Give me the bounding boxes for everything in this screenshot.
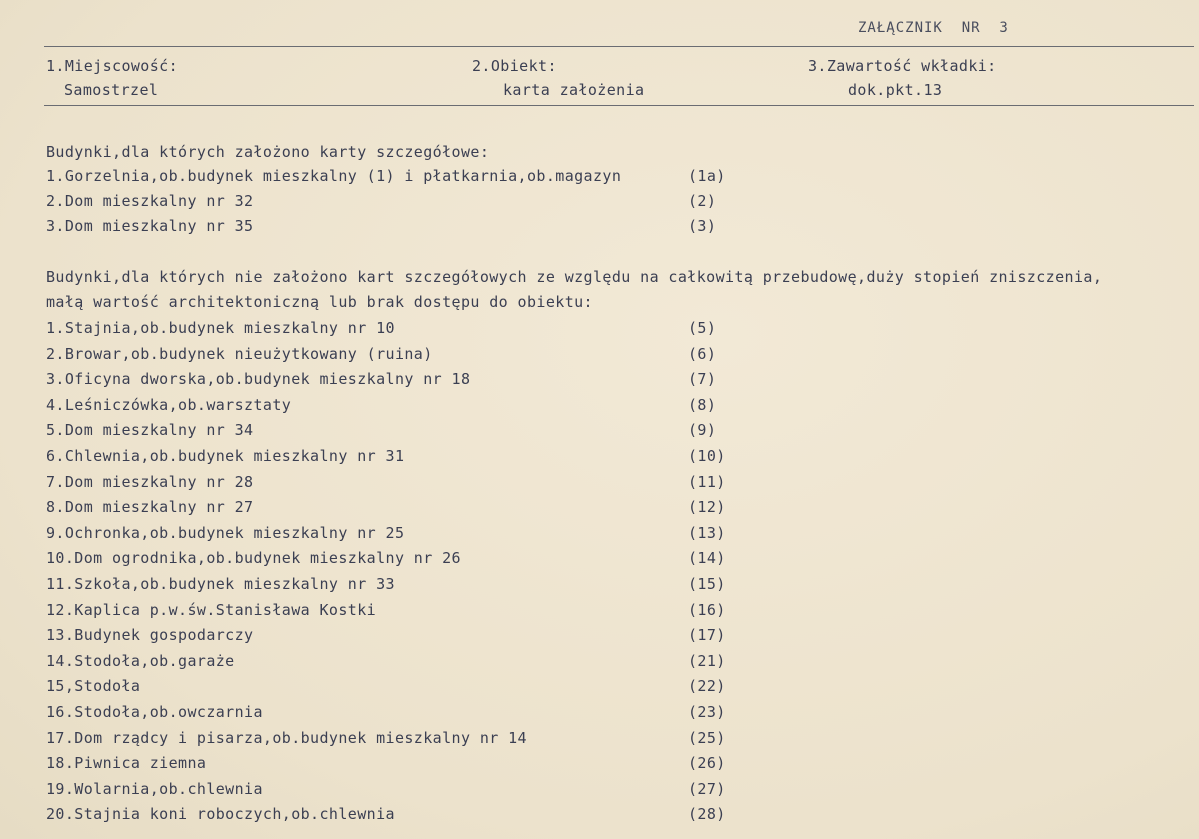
list-item-text: 19.Wolarnia,ob.chlewnia: [46, 779, 263, 798]
field-locality-value: Samostrzel: [64, 81, 159, 99]
list-item-text: 8.Dom mieszkalny nr 27: [46, 498, 254, 517]
list-item-reference: (22): [688, 677, 726, 696]
field-locality-label: 1.Miejscowość:: [46, 57, 179, 75]
list-item-text: 10.Dom ogrodnika,ob.budynek mieszkalny nr 26: [46, 549, 461, 568]
list-item-reference: (1a): [688, 167, 726, 185]
field-object-label: 2.Obiekt:: [472, 57, 557, 75]
list-item-reference: (11): [688, 472, 726, 491]
list-item-text: 2.Browar,ob.budynek nieużytkowany (ruina): [46, 344, 433, 363]
list-item-text: 14.Stodoła,ob.garaże: [46, 651, 235, 670]
list-item-text: 6.Chlewnia,ob.budynek mieszkalny nr 31: [46, 447, 405, 465]
list-item-reference: (6): [688, 344, 717, 363]
list-item-text: 2.Dom mieszkalny nr 32: [46, 192, 254, 210]
list-item-text: 1.Stajnia,ob.budynek mieszkalny nr 10: [46, 319, 395, 337]
section2-heading-line1: Budynki,dla których nie założono kart szczegółowych ze względu na całkowitą przebudowę,duży stopień zniszczenia,: [46, 268, 1103, 286]
list-item-reference: (2): [688, 192, 717, 210]
list-item-text: 3.Dom mieszkalny nr 35: [46, 217, 254, 235]
header-rule-bottom: [44, 105, 1194, 106]
list-item-reference: (14): [688, 549, 726, 568]
list-item-text: 16.Stodoła,ob.owczarnia: [46, 703, 263, 721]
list-item-text: 12.Kaplica p.w.św.Stanisława Kostki: [46, 600, 377, 619]
list-item-reference: (23): [688, 703, 726, 721]
list-item-reference: (21): [688, 651, 726, 670]
list-item-reference: (3): [688, 217, 717, 235]
list-item-text: 20.Stajnia koni roboczych,ob.chlewnia: [46, 805, 395, 824]
list-item-reference: (9): [688, 421, 717, 440]
field-object-value: karta założenia: [503, 81, 645, 99]
list-item-text: 15,Stodoła: [46, 677, 141, 696]
field-contents-label: 3.Zawartość wkładki:: [808, 57, 997, 75]
section1-heading: Budynki,dla których założono karty szczegółowe:: [46, 143, 490, 161]
list-item-text: 9.Ochronka,ob.budynek mieszkalny nr 25: [46, 523, 405, 542]
list-item-reference: (13): [688, 523, 726, 542]
list-item-text: 13.Budynek gospodarczy: [46, 626, 254, 645]
list-item-text: 17.Dom rządcy i pisarza,ob.budynek mieszkalny nr 14: [46, 728, 527, 747]
list-item-reference: (12): [688, 498, 726, 517]
list-item-text: 1.Gorzelnia,ob.budynek mieszkalny (1) i płatkarnia,ob.magazyn: [46, 167, 622, 185]
section2-heading-line2: małą wartość architektoniczną lub brak dostępu do obiektu:: [46, 293, 593, 311]
header-rule-top: [44, 46, 1194, 47]
attachment-number: ZAŁĄCZNIK NR 3: [858, 20, 1009, 36]
list-item-reference: (5): [688, 319, 717, 337]
list-item-text: 11.Szkoła,ob.budynek mieszkalny nr 33: [46, 575, 395, 593]
list-item-reference: (25): [688, 728, 726, 747]
list-item-text: 4.Leśniczówka,ob.warsztaty: [46, 395, 292, 414]
field-contents-value: dok.pkt.13: [848, 81, 943, 99]
list-item-reference: (26): [688, 754, 726, 773]
list-item-reference: (10): [688, 447, 726, 465]
list-item-text: 7.Dom mieszkalny nr 28: [46, 472, 254, 491]
list-item-text: 3.Oficyna dworska,ob.budynek mieszkalny nr 18: [46, 370, 471, 389]
list-item-text: 18.Piwnica ziemna: [46, 754, 207, 773]
list-item-reference: (8): [688, 395, 717, 414]
list-item-reference: (16): [688, 600, 726, 619]
list-item-reference: (17): [688, 626, 726, 645]
list-item-reference: (15): [688, 575, 726, 593]
list-item-reference: (7): [688, 370, 717, 389]
list-item-reference: (28): [688, 805, 726, 824]
list-item-text: 5.Dom mieszkalny nr 34: [46, 421, 254, 440]
list-item-reference: (27): [688, 779, 726, 798]
